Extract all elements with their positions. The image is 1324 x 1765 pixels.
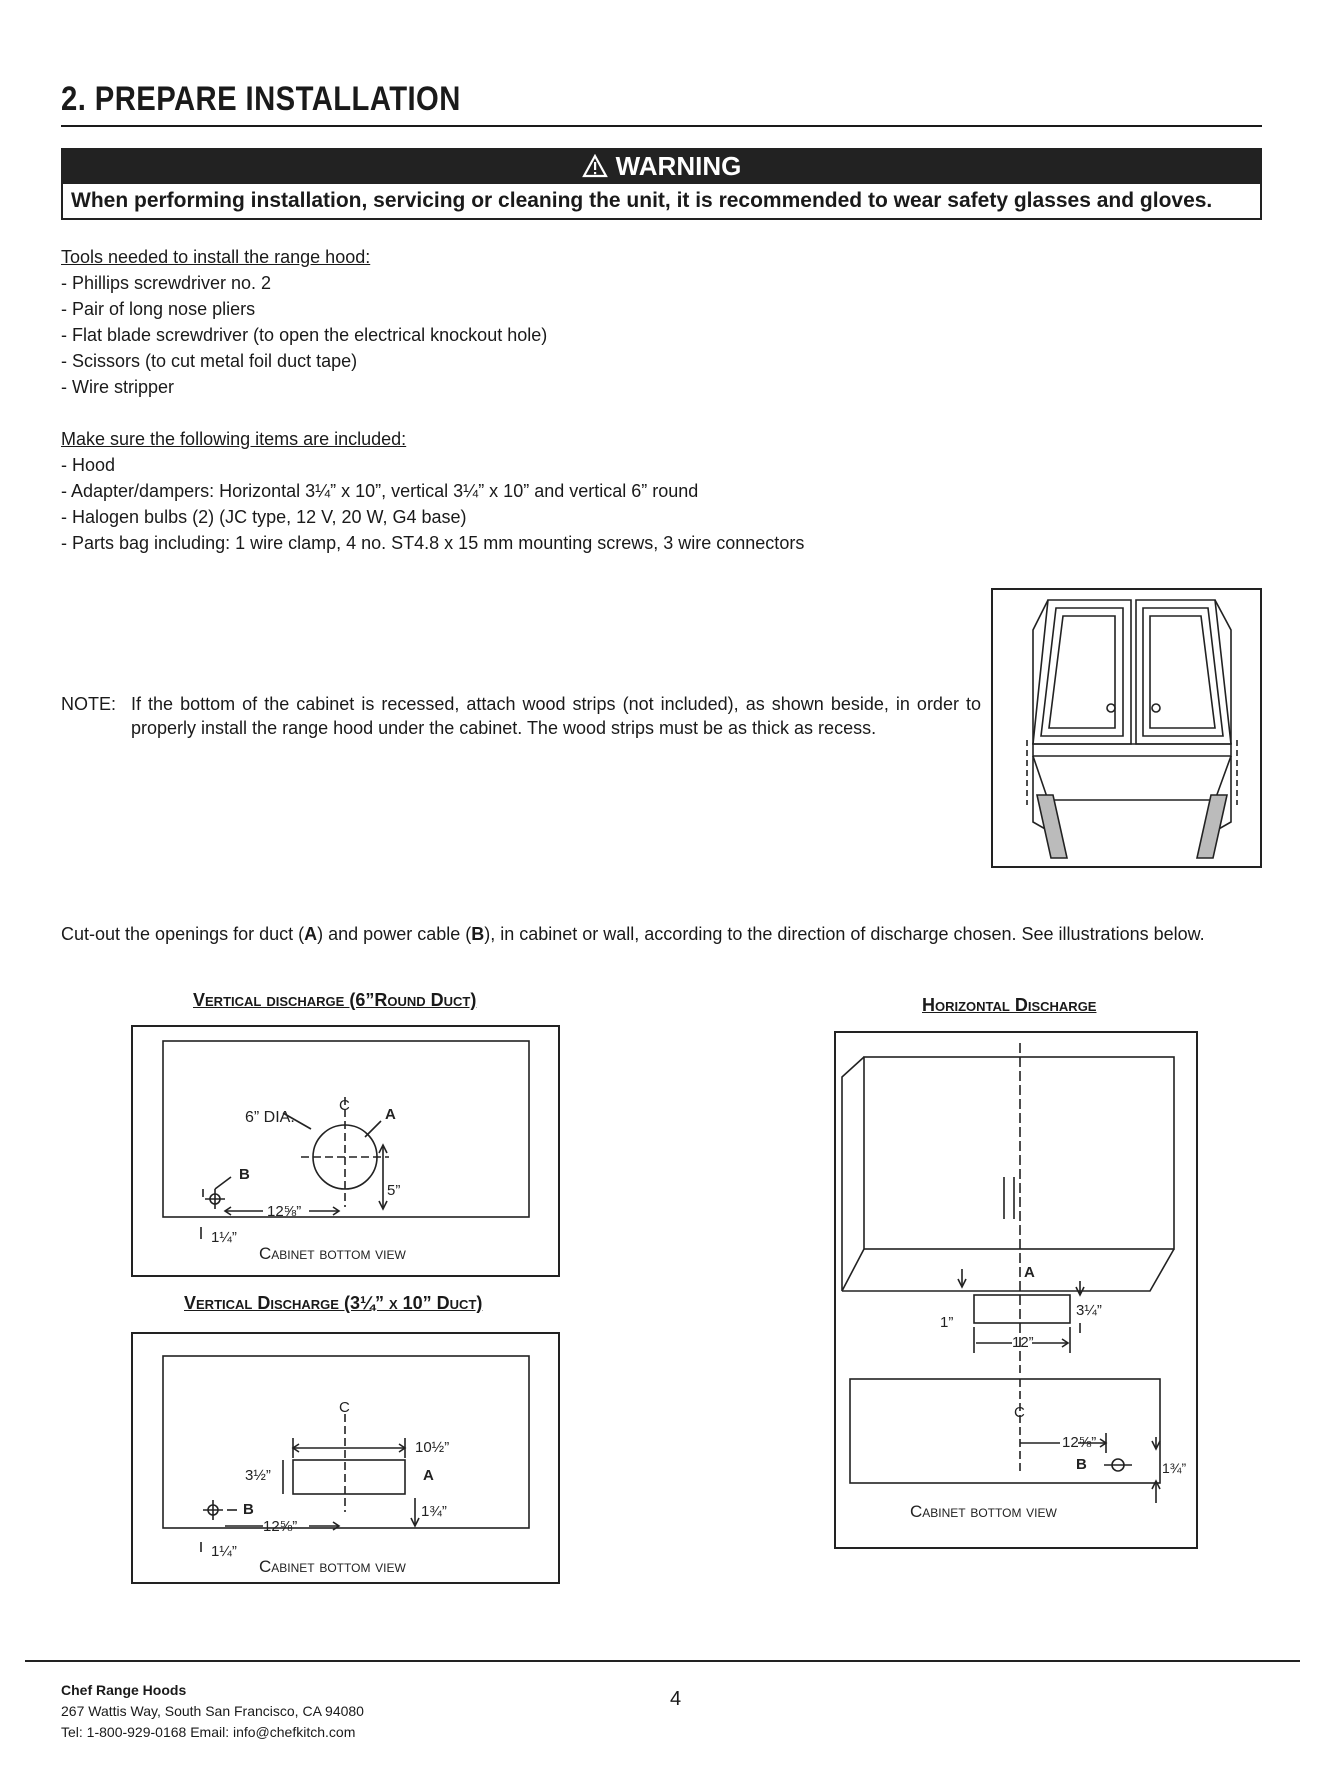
cabinet-caption: Cabinet bottom view — [259, 1557, 406, 1576]
list-item: - Hood — [61, 455, 116, 475]
note-label: NOTE: — [61, 694, 117, 714]
horizontal-drawing — [836, 1033, 1196, 1547]
note-text: If the bottom of the cabinet is recessed, attach wood strips (not included), as shown beside, in order to properly install the range hood under the cabinet. The wood strips must be as thick as recess. — [131, 694, 981, 738]
diagram-title-vertical-rect: Vertical Discharge (3¼” x 10” Duct) — [184, 1293, 483, 1313]
dim-12-5-8: 12⅝” — [1062, 1434, 1097, 1451]
centerline-label: C — [339, 1097, 350, 1114]
company-address: 267 Wattis Way, South San Francisco, CA 94080 — [61, 1703, 364, 1719]
dim-3-1-4: 3¼” — [1076, 1302, 1102, 1319]
footer-divider — [25, 1660, 1300, 1662]
list-item: - Phillips screwdriver no. 2 — [61, 273, 272, 293]
cabinet-caption: Cabinet bottom view — [910, 1502, 1057, 1521]
footer — [61, 1680, 364, 1743]
diagram-vertical-round — [131, 1025, 560, 1277]
list-item: - Scissors (to cut metal foil duct tape) — [61, 351, 358, 371]
cabinet-caption: Cabinet bottom view — [259, 1244, 406, 1263]
wood-strip-illustration — [991, 588, 1262, 868]
page-number: 4 — [670, 1688, 682, 1710]
note-paragraph — [61, 692, 981, 740]
warning-label: WARNING — [615, 150, 742, 181]
dim-1-3-4: 1¾” — [421, 1503, 447, 1520]
dim-1-1-4: 1¼” — [211, 1229, 237, 1246]
dim-1-3-4: 1¾” — [1162, 1460, 1187, 1476]
dim-12-5-8: 12⅝” — [263, 1518, 298, 1535]
cable-b-label: B — [239, 1166, 250, 1183]
cabinet-drawing — [993, 590, 1260, 866]
section-title: 2. PREPARE INSTALLATION — [61, 80, 461, 118]
dim-1-1-4: 1¼” — [211, 1543, 237, 1560]
list-item: - Adapter/dampers: Horizontal 3¼” x 10”, vertical 3¼” x 10” and vertical 6” round — [61, 481, 699, 501]
cutout-paragraph — [61, 922, 1266, 946]
tools-heading: Tools needed to install the range hood: — [61, 247, 371, 267]
dim-12: 12” — [1012, 1334, 1034, 1351]
dim-10-1-2: 10½” — [415, 1439, 450, 1456]
centerline-label: C — [1014, 1404, 1025, 1421]
company-contact: Tel: 1-800-929-0168 Email: info@chefkitch.com — [61, 1724, 356, 1740]
diagram-title-vertical-round: Vertical discharge (6”Round Duct) — [193, 990, 477, 1010]
dim-5: 5” — [387, 1182, 401, 1199]
dim-3-1-2: 3½” — [245, 1467, 271, 1484]
cutout-text: ), in cabinet or wall, according to the direction of discharge chosen. See illustrations below. — [484, 924, 1205, 944]
warning-triangle-icon — [582, 154, 608, 178]
diagram-title-horizontal: Horizontal Discharge — [922, 995, 1097, 1015]
included-heading: Make sure the following items are included: — [61, 429, 407, 449]
duct-a-label: A — [385, 1106, 396, 1123]
company-name: Chef Range Hoods — [61, 1682, 187, 1698]
cable-label: B — [471, 924, 485, 944]
centerline-label: C — [339, 1399, 350, 1416]
list-item: - Parts bag including: 1 wire clamp, 4 no. ST4.8 x 15 mm mounting screws, 3 wire connectors — [61, 533, 805, 553]
title-divider — [61, 125, 1262, 127]
cutout-text: Cut-out the openings for duct ( — [61, 924, 305, 944]
list-item: - Flat blade screwdriver (to open the electrical knockout hole) — [61, 325, 548, 345]
list-item: - Pair of long nose pliers — [61, 299, 256, 319]
dim-1: 1” — [940, 1314, 954, 1331]
included-section — [61, 426, 804, 556]
duct-a-label: A — [423, 1467, 434, 1484]
dia-label: 6” DIA. — [245, 1109, 295, 1126]
vertical-rect-drawing — [133, 1334, 558, 1582]
duct-a-label: A — [1024, 1264, 1035, 1281]
diagram-horizontal — [834, 1031, 1198, 1549]
duct-label: A — [304, 924, 318, 944]
warning-body: When performing installation, servicing or cleaning the unit, it is recommended to wear safety glasses and gloves. — [61, 184, 1262, 220]
tools-section — [61, 244, 547, 400]
cable-b-label: B — [1076, 1456, 1087, 1473]
dim-12-5-8: 12⅝” — [267, 1203, 302, 1220]
cable-b-label: B — [243, 1501, 254, 1518]
diagram-vertical-rect — [131, 1332, 560, 1584]
warning-header — [61, 148, 1262, 184]
cutout-text: ) and power cable ( — [317, 924, 472, 944]
list-item: - Halogen bulbs (2) (JC type, 12 V, 20 W, G4 base) — [61, 507, 467, 527]
list-item: - Wire stripper — [61, 377, 175, 397]
vertical-round-drawing — [133, 1027, 558, 1275]
